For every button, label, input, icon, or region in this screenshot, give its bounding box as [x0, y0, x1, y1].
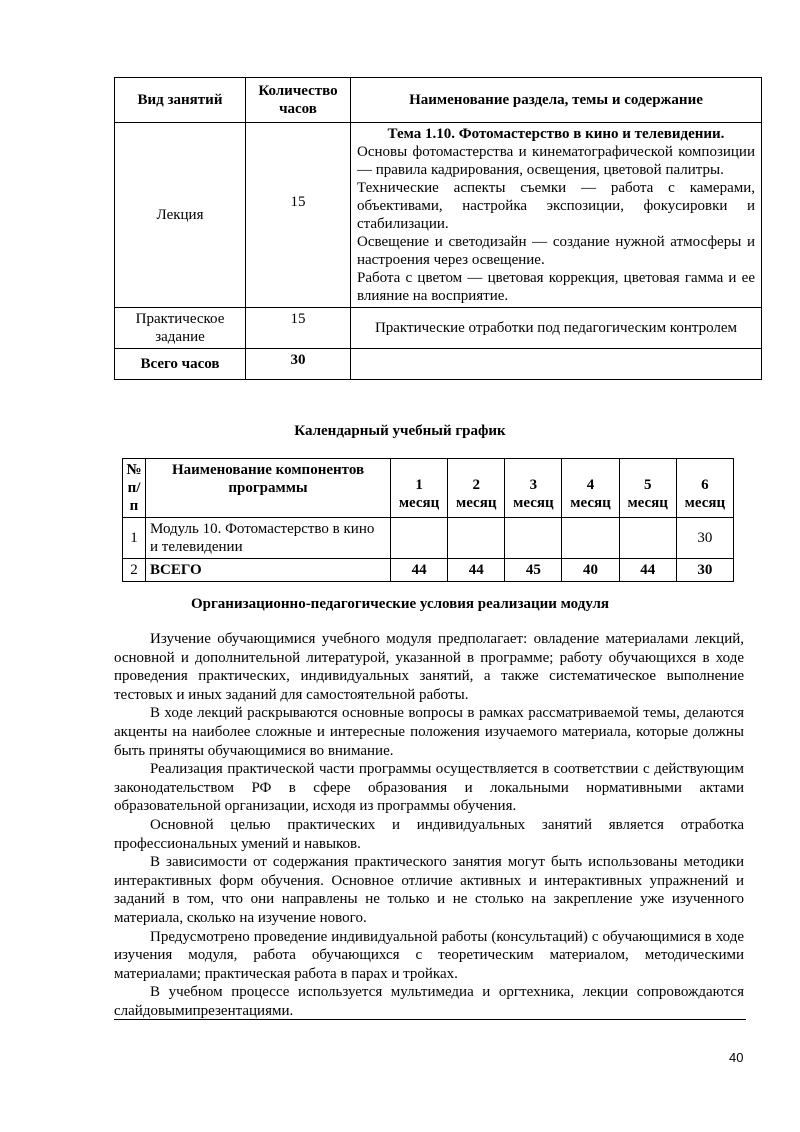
paragraph: Предусмотрено проведение индивидуальной работы (консультаций) с обучающимися в ходе изучения модуля, работа обучающихся с теоретическим материалом, методическими материалами; практическая работа в парах и тройках. — [114, 928, 744, 982]
paragraph: В ходе лекций раскрываются основные вопросы в рамках рассматриваемой темы, делаются акценты на наиболее сложные и интересные положения изучаемого материала, которые должны быть приняты обучающимися во внимание. — [114, 705, 744, 759]
total-hours: 30 — [246, 349, 351, 380]
row-value — [619, 518, 676, 559]
header-content: Наименование раздела, темы и содержание — [351, 78, 762, 123]
schedule-title: Календарный учебный график — [294, 423, 506, 439]
row-value — [505, 518, 562, 559]
row-value: 45 — [505, 559, 562, 582]
header-month: 1 месяц — [391, 459, 448, 518]
cell-hours: 15 — [246, 308, 351, 349]
bottom-rule — [114, 1019, 746, 1020]
cell-content — [351, 123, 762, 308]
topic-title: Тема 1.10. Фотомастерство в кино и телевидении. — [387, 126, 725, 142]
content-line: Работа с цветом — цветовая коррекция, цветовая гамма и ее влияние на восприятие. — [357, 270, 755, 304]
row-num: 1 — [123, 518, 146, 559]
cell-type: Практическое задание — [115, 308, 246, 349]
row-value: 30 — [676, 559, 733, 582]
table-header-row — [115, 78, 762, 123]
paragraph: Основной целью практических и индивидуальных занятий является отработка профессиональных умений и навыков. — [114, 816, 744, 852]
paragraph: Изучение обучающимися учебного модуля предполагает: овладение материалами лекций, основной и дополнительной литературой, указанной в программе; работу обучающихся в ходе проведения практических, индивидуальных занятий, а также систематическое выполнение тестовых и иных заданий для самостоятельной работы. — [114, 631, 744, 703]
row-num: 2 — [123, 559, 146, 582]
cell-content: Практические отработки под педагогическим контролем — [351, 308, 762, 349]
schedule-table — [122, 458, 734, 582]
row-value: 30 — [676, 518, 733, 559]
row-value: 44 — [448, 559, 505, 582]
table-row-total — [115, 349, 762, 380]
paragraph: В учебном процессе используется мультимедиа и оргтехника, лекции сопровождаются слайдовымипрезентациями. — [114, 984, 744, 1019]
header-month: 6 месяц — [676, 459, 733, 518]
header-month: 4 месяц — [562, 459, 619, 518]
row-value — [448, 518, 505, 559]
cell-type: Лекция — [115, 123, 246, 308]
header-month: 3 месяц — [505, 459, 562, 518]
header-month: 2 месяц — [448, 459, 505, 518]
row-name: Модуль 10. Фотомастерство в кино и телевидении — [146, 518, 391, 559]
conditions-title: Организационно-педагогические условия реализации модуля — [190, 596, 609, 612]
total-empty-cell — [351, 349, 762, 380]
table-row-lecture — [115, 123, 762, 308]
module-content-table — [114, 77, 762, 380]
header-month: 5 месяц — [619, 459, 676, 518]
content-line: Освещение и светодизайн — создание нужной атмосферы и настроения через освещение. — [357, 234, 755, 268]
table-header-row — [123, 459, 734, 518]
cell-hours: 15 — [246, 123, 351, 308]
row-value: 44 — [619, 559, 676, 582]
content-line: Технические аспекты съемки — работа с камерами, объективами, настройка экспозиции, фокусировки и стабилизации. — [357, 180, 755, 232]
page-number: 40 — [729, 1050, 744, 1065]
row-name: ВСЕГО — [146, 559, 391, 582]
paragraph: Реализация практической части программы осуществляется в соответствии с действующим законодательством РФ в сфере образования и локальными нормативными актами образовательной организации, исходя из программы обучения. — [114, 761, 744, 815]
row-value — [562, 518, 619, 559]
row-value: 44 — [391, 559, 448, 582]
paragraph: В зависимости от содержания практического занятия могут быть использованы методики интерактивных форм обучения. Основное отличие активных и интерактивных упражнений и заданий в том, что они направлены не только и не столько на закрепление уже изученного материала, сколько на изучение нового. — [114, 854, 744, 926]
header-num: № п/п — [123, 459, 146, 518]
table-row-practice — [115, 308, 762, 349]
table-row-total — [123, 559, 734, 582]
header-hours: Количество часов — [246, 78, 351, 123]
header-component: Наименование компонентов программы — [146, 459, 391, 518]
row-value — [391, 518, 448, 559]
table-row — [123, 518, 734, 559]
total-label: Всего часов — [115, 349, 246, 380]
conditions-body — [114, 630, 744, 1020]
content-line: Основы фотомастерства и кинематографической композиции — правила кадрирования, освещения, цветовой палитры. — [357, 144, 755, 178]
header-type: Вид занятий — [115, 78, 246, 123]
row-value: 40 — [562, 559, 619, 582]
